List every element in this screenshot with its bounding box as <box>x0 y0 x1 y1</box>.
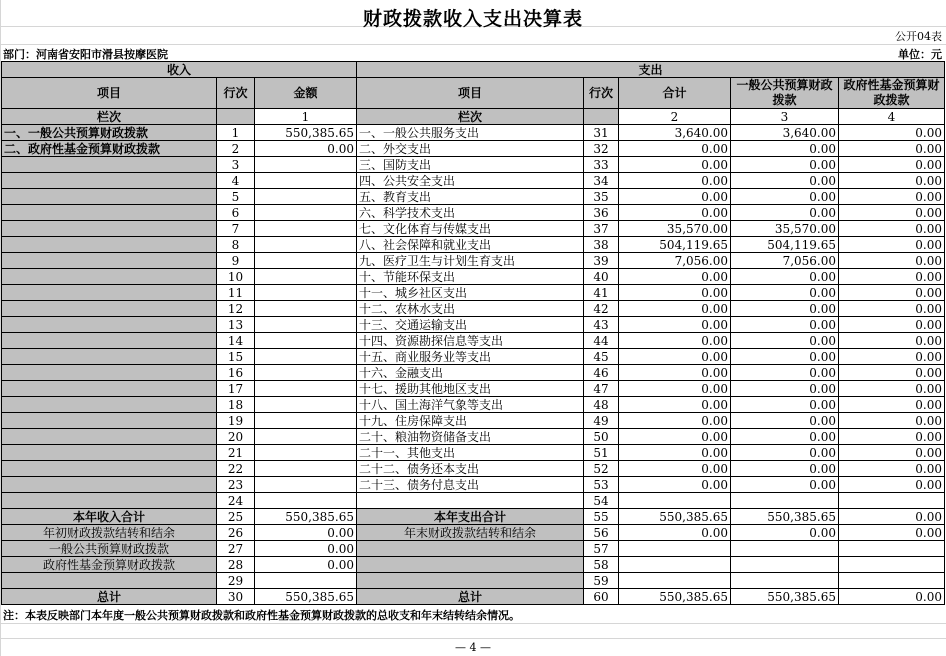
income-item-cell <box>2 413 217 429</box>
total-cell: 0.00 <box>619 429 731 445</box>
col-empty <box>217 109 255 125</box>
fund-budget-cell: 0.00 <box>839 125 945 141</box>
income-line-cell: 2 <box>217 141 255 157</box>
fund-budget-cell: 0.00 <box>839 525 945 541</box>
income-amount-cell <box>255 301 357 317</box>
general-budget-cell: 0.00 <box>731 445 839 461</box>
income-line-cell: 21 <box>217 445 255 461</box>
income-line-cell: 3 <box>217 157 255 173</box>
expense-item-cell: 九、医疗卫生与计划生育支出 <box>357 253 584 269</box>
income-amount-cell <box>255 397 357 413</box>
expense-item-cell: 十九、住房保障支出 <box>357 413 584 429</box>
income-amount-cell <box>255 445 357 461</box>
general-budget-cell: 0.00 <box>731 397 839 413</box>
income-item-cell <box>2 365 217 381</box>
expense-item-cell: 三、国防支出 <box>357 157 584 173</box>
table-row <box>2 125 945 141</box>
total-cell: 0.00 <box>619 461 731 477</box>
income-line-cell: 20 <box>217 429 255 445</box>
fund-budget-cell: 0.00 <box>839 381 945 397</box>
col-empty <box>584 109 619 125</box>
income-line-cell: 7 <box>217 221 255 237</box>
fund-budget-cell: 0.00 <box>839 205 945 221</box>
expense-line-cell: 36 <box>584 205 619 221</box>
income-line-cell: 22 <box>217 461 255 477</box>
fund-budget-cell: 0.00 <box>839 365 945 381</box>
total-cell: 0.00 <box>619 365 731 381</box>
table-row <box>2 493 945 509</box>
general-budget-cell: 0.00 <box>731 205 839 221</box>
expense-line-cell: 42 <box>584 301 619 317</box>
income-item-cell <box>2 237 217 253</box>
income-item-cell <box>2 493 217 509</box>
income-line-cell: 15 <box>217 349 255 365</box>
fund-budget-header: 政府性基金预算财政拨款 <box>839 78 945 109</box>
general-budget-cell: 0.00 <box>731 365 839 381</box>
general-budget-cell <box>731 493 839 509</box>
expense-item-cell: 十五、商业服务业等支出 <box>357 349 584 365</box>
expense-item-cell: 二十、粮油物资储备支出 <box>357 429 584 445</box>
fund-budget-cell <box>839 541 945 557</box>
income-summary-item: 总计 <box>2 589 217 605</box>
expense-line-cell: 57 <box>584 541 619 557</box>
fund-budget-cell: 0.00 <box>839 173 945 189</box>
table-row <box>2 253 945 269</box>
income-item-cell <box>2 381 217 397</box>
income-amount-cell <box>255 365 357 381</box>
income-item-cell <box>2 397 217 413</box>
total-cell: 0.00 <box>619 269 731 285</box>
table-row <box>2 269 945 285</box>
unit-label: 单位：元 <box>898 48 942 61</box>
total-cell: 0.00 <box>619 301 731 317</box>
expense-item-cell: 十三、交通运输支出 <box>357 317 584 333</box>
expense-item-cell: 一、一般公共服务支出 <box>357 125 584 141</box>
income-line-cell: 16 <box>217 365 255 381</box>
expense-line-cell: 51 <box>584 445 619 461</box>
income-summary-item: 政府性基金预算财政拨款 <box>2 557 217 573</box>
income-line-cell: 12 <box>217 301 255 317</box>
table-row <box>2 445 945 461</box>
income-item-cell <box>2 221 217 237</box>
expense-item-cell: 二、外交支出 <box>357 141 584 157</box>
col-number: 2 <box>619 109 731 125</box>
expense-line-cell: 60 <box>584 589 619 605</box>
total-cell: 0.00 <box>619 173 731 189</box>
income-item-cell <box>2 157 217 173</box>
income-item-cell <box>2 285 217 301</box>
total-cell <box>619 493 731 509</box>
expense-item-cell: 十六、金融支出 <box>357 365 584 381</box>
income-item-cell <box>2 477 217 493</box>
expense-line-cell: 59 <box>584 573 619 589</box>
table-row <box>2 221 945 237</box>
expense-line-cell: 32 <box>584 141 619 157</box>
total-cell: 0.00 <box>619 205 731 221</box>
fund-budget-cell: 0.00 <box>839 589 945 605</box>
income-line-cell: 28 <box>217 557 255 573</box>
income-summary-item: 本年收入合计 <box>2 509 217 525</box>
general-budget-cell: 7,056.00 <box>731 253 839 269</box>
expense-line-cell: 53 <box>584 477 619 493</box>
income-amount-cell <box>255 157 357 173</box>
general-budget-cell <box>731 573 839 589</box>
table-row <box>2 365 945 381</box>
income-amount-cell <box>255 333 357 349</box>
income-line-cell: 1 <box>217 125 255 141</box>
income-item-cell <box>2 333 217 349</box>
total-cell: 35,570.00 <box>619 221 731 237</box>
expense-item-cell: 六、科学技术支出 <box>357 205 584 221</box>
income-amount-cell: 0.00 <box>255 557 357 573</box>
general-budget-cell: 0.00 <box>731 189 839 205</box>
expense-item-cell: 二十一、其他支出 <box>357 445 584 461</box>
general-budget-cell: 0.00 <box>731 525 839 541</box>
income-summary-item: 一般公共预算财政拨款 <box>2 541 217 557</box>
income-item-cell: 一、一般公共预算财政拨款 <box>2 125 217 141</box>
income-amount-cell <box>255 189 357 205</box>
income-item-cell <box>2 349 217 365</box>
income-amount-cell <box>255 237 357 253</box>
summary-row <box>2 573 945 589</box>
fund-budget-cell: 0.00 <box>839 397 945 413</box>
income-line-cell: 18 <box>217 397 255 413</box>
total-cell: 0.00 <box>619 477 731 493</box>
income-line-cell: 6 <box>217 205 255 221</box>
general-budget-cell: 550,385.65 <box>731 509 839 525</box>
fund-budget-cell: 0.00 <box>839 301 945 317</box>
income-amount-cell <box>255 493 357 509</box>
income-amount-cell <box>255 573 357 589</box>
expense-line-header: 行次 <box>584 78 619 109</box>
summary-row <box>2 541 945 557</box>
fund-budget-cell: 0.00 <box>839 221 945 237</box>
total-cell: 0.00 <box>619 525 731 541</box>
expense-line-cell: 50 <box>584 429 619 445</box>
general-budget-cell: 0.00 <box>731 285 839 301</box>
income-line-cell: 10 <box>217 269 255 285</box>
income-line-cell: 4 <box>217 173 255 189</box>
fund-budget-cell <box>839 493 945 509</box>
fund-budget-cell <box>839 557 945 573</box>
expense-line-cell: 37 <box>584 221 619 237</box>
expense-item-cell: 十一、城乡社区支出 <box>357 285 584 301</box>
expense-line-cell: 49 <box>584 413 619 429</box>
expense-item-cell: 二十二、债务还本支出 <box>357 461 584 477</box>
income-amount-cell <box>255 269 357 285</box>
footnote: 注：本表反映部门本年度一般公共预算财政拨款和政府性基金预算财政拨款的总收支和年末结转结余情况。 <box>3 609 520 622</box>
income-amount-cell <box>255 477 357 493</box>
total-cell: 0.00 <box>619 141 731 157</box>
fund-budget-cell: 0.00 <box>839 317 945 333</box>
general-budget-cell: 0.00 <box>731 333 839 349</box>
table-row <box>2 157 945 173</box>
general-budget-cell: 0.00 <box>731 141 839 157</box>
expense-line-cell: 39 <box>584 253 619 269</box>
expense-item-cell: 五、教育支出 <box>357 189 584 205</box>
expense-header: 支出 <box>357 62 945 78</box>
general-budget-cell: 0.00 <box>731 461 839 477</box>
general-budget-cell: 0.00 <box>731 477 839 493</box>
table-row <box>2 141 945 157</box>
expense-line-cell: 43 <box>584 317 619 333</box>
table-row <box>2 333 945 349</box>
general-budget-cell <box>731 541 839 557</box>
expense-item-cell <box>357 493 584 509</box>
fund-budget-cell: 0.00 <box>839 269 945 285</box>
fund-budget-cell: 0.00 <box>839 477 945 493</box>
total-cell: 0.00 <box>619 189 731 205</box>
income-item-cell <box>2 173 217 189</box>
total-cell: 7,056.00 <box>619 253 731 269</box>
income-line-cell: 25 <box>217 509 255 525</box>
income-item-cell: 二、政府性基金预算财政拨款 <box>2 141 217 157</box>
income-amount-cell <box>255 285 357 301</box>
expense-line-cell: 58 <box>584 557 619 573</box>
income-line-cell: 13 <box>217 317 255 333</box>
fund-budget-cell: 0.00 <box>839 333 945 349</box>
total-cell: 0.00 <box>619 333 731 349</box>
income-item-header: 项目 <box>2 78 217 109</box>
table-row <box>2 429 945 445</box>
expense-line-cell: 54 <box>584 493 619 509</box>
table-row <box>2 317 945 333</box>
income-amount-cell: 0.00 <box>255 525 357 541</box>
fund-budget-cell: 0.00 <box>839 237 945 253</box>
income-amount-cell: 550,385.65 <box>255 589 357 605</box>
fund-budget-cell: 0.00 <box>839 157 945 173</box>
income-item-cell <box>2 205 217 221</box>
income-item-cell <box>2 301 217 317</box>
general-budget-cell <box>731 557 839 573</box>
income-line-cell: 14 <box>217 333 255 349</box>
fund-budget-cell: 0.00 <box>839 445 945 461</box>
summary-row <box>2 557 945 573</box>
col-number: 3 <box>731 109 839 125</box>
income-amount-cell <box>255 205 357 221</box>
total-cell <box>619 573 731 589</box>
general-budget-cell: 0.00 <box>731 381 839 397</box>
expense-summary-item: 本年支出合计 <box>357 509 584 525</box>
income-item-cell <box>2 445 217 461</box>
total-cell: 0.00 <box>619 413 731 429</box>
general-budget-cell: 0.00 <box>731 349 839 365</box>
income-item-cell <box>2 317 217 333</box>
expense-line-cell: 40 <box>584 269 619 285</box>
page-number: — 4 — <box>455 641 491 654</box>
total-cell: 0.00 <box>619 397 731 413</box>
income-amount-header: 金额 <box>255 78 357 109</box>
expense-line-cell: 41 <box>584 285 619 301</box>
expense-item-cell: 十、节能环保支出 <box>357 269 584 285</box>
general-budget-cell: 0.00 <box>731 173 839 189</box>
total-cell <box>619 541 731 557</box>
general-budget-cell: 0.00 <box>731 317 839 333</box>
income-summary-item <box>2 573 217 589</box>
total-cell: 0.00 <box>619 349 731 365</box>
expense-summary-item <box>357 573 584 589</box>
general-budget-cell: 504,119.65 <box>731 237 839 253</box>
income-line-header: 行次 <box>217 78 255 109</box>
expense-line-cell: 44 <box>584 333 619 349</box>
table-row <box>2 381 945 397</box>
expense-line-cell: 56 <box>584 525 619 541</box>
fund-budget-cell: 0.00 <box>839 253 945 269</box>
expense-summary-item: 总计 <box>357 589 584 605</box>
fund-budget-cell: 0.00 <box>839 189 945 205</box>
expense-line-cell: 45 <box>584 349 619 365</box>
income-summary-item: 年初财政拨款结转和结余 <box>2 525 217 541</box>
income-amount-cell <box>255 461 357 477</box>
table-row <box>2 413 945 429</box>
total-cell: 550,385.65 <box>619 589 731 605</box>
income-line-cell: 9 <box>217 253 255 269</box>
expense-item-cell: 十四、资源勘探信息等支出 <box>357 333 584 349</box>
table-row <box>2 461 945 477</box>
income-line-cell: 29 <box>217 573 255 589</box>
table-row <box>2 173 945 189</box>
expense-line-cell: 31 <box>584 125 619 141</box>
expense-line-cell: 35 <box>584 189 619 205</box>
col-label: 栏次 <box>2 109 217 125</box>
table-row <box>2 237 945 253</box>
expense-line-cell: 38 <box>584 237 619 253</box>
general-budget-cell: 0.00 <box>731 157 839 173</box>
expense-item-cell: 四、公共安全支出 <box>357 173 584 189</box>
expense-line-cell: 55 <box>584 509 619 525</box>
total-cell: 3,640.00 <box>619 125 731 141</box>
income-line-cell: 8 <box>217 237 255 253</box>
table-row <box>2 477 945 493</box>
general-budget-cell: 0.00 <box>731 269 839 285</box>
table-row <box>2 397 945 413</box>
income-line-cell: 24 <box>217 493 255 509</box>
expense-item-cell: 二十三、债务付息支出 <box>357 477 584 493</box>
page-title: 财政拨款收入支出决算表 <box>362 8 583 30</box>
income-line-cell: 27 <box>217 541 255 557</box>
income-item-cell <box>2 429 217 445</box>
general-budget-cell: 550,385.65 <box>731 589 839 605</box>
general-budget-cell: 0.00 <box>731 413 839 429</box>
gridline <box>0 638 946 639</box>
income-header: 收入 <box>2 62 357 78</box>
income-line-cell: 19 <box>217 413 255 429</box>
summary-row <box>2 525 945 541</box>
gridline <box>0 44 946 45</box>
income-amount-cell <box>255 381 357 397</box>
total-cell: 0.00 <box>619 157 731 173</box>
total-cell: 0.00 <box>619 381 731 397</box>
income-amount-cell: 550,385.65 <box>255 125 357 141</box>
col-label: 栏次 <box>357 109 584 125</box>
col-number: 1 <box>255 109 357 125</box>
income-item-cell <box>2 189 217 205</box>
gridline <box>0 623 946 624</box>
fund-budget-cell: 0.00 <box>839 285 945 301</box>
expense-item-cell: 七、文化体育与传媒支出 <box>357 221 584 237</box>
income-amount-cell: 550,385.65 <box>255 509 357 525</box>
fund-budget-cell: 0.00 <box>839 349 945 365</box>
income-line-cell: 17 <box>217 381 255 397</box>
summary-row <box>2 509 945 525</box>
department-label: 部门：河南省安阳市滑县按摩医院 <box>3 48 168 61</box>
expense-item-cell: 十七、援助其他地区支出 <box>357 381 584 397</box>
total-cell: 0.00 <box>619 285 731 301</box>
income-item-cell <box>2 461 217 477</box>
finance-table <box>1 61 945 605</box>
general-budget-cell: 0.00 <box>731 429 839 445</box>
total-header: 合计 <box>619 78 731 109</box>
table-row <box>2 285 945 301</box>
form-code: 公开04表 <box>895 30 942 43</box>
col-number: 4 <box>839 109 945 125</box>
expense-item-cell: 十八、国土海洋气象等支出 <box>357 397 584 413</box>
income-amount-cell <box>255 173 357 189</box>
income-line-cell: 30 <box>217 589 255 605</box>
income-amount-cell <box>255 349 357 365</box>
income-amount-cell <box>255 221 357 237</box>
total-cell: 550,385.65 <box>619 509 731 525</box>
expense-summary-item <box>357 557 584 573</box>
table-row <box>2 301 945 317</box>
income-line-cell: 23 <box>217 477 255 493</box>
expense-line-cell: 46 <box>584 365 619 381</box>
general-budget-cell: 35,570.00 <box>731 221 839 237</box>
expense-summary-item: 年末财政拨款结转和结余 <box>357 525 584 541</box>
income-amount-cell <box>255 429 357 445</box>
total-cell <box>619 557 731 573</box>
table-row <box>2 349 945 365</box>
income-amount-cell: 0.00 <box>255 141 357 157</box>
fund-budget-cell: 0.00 <box>839 429 945 445</box>
table-row <box>2 205 945 221</box>
expense-summary-item <box>357 541 584 557</box>
income-amount-cell: 0.00 <box>255 541 357 557</box>
fund-budget-cell: 0.00 <box>839 141 945 157</box>
general-budget-cell: 3,640.00 <box>731 125 839 141</box>
fund-budget-cell: 0.00 <box>839 509 945 525</box>
expense-line-cell: 34 <box>584 173 619 189</box>
income-amount-cell <box>255 413 357 429</box>
expense-item-cell: 十二、农林水支出 <box>357 301 584 317</box>
total-cell: 0.00 <box>619 445 731 461</box>
income-item-cell <box>2 269 217 285</box>
income-amount-cell <box>255 253 357 269</box>
fund-budget-cell: 0.00 <box>839 413 945 429</box>
expense-item-header: 项目 <box>357 78 584 109</box>
income-line-cell: 5 <box>217 189 255 205</box>
fund-budget-cell: 0.00 <box>839 461 945 477</box>
table-row <box>2 189 945 205</box>
expense-line-cell: 33 <box>584 157 619 173</box>
expense-item-cell: 八、社会保障和就业支出 <box>357 237 584 253</box>
general-budget-cell: 0.00 <box>731 301 839 317</box>
income-line-cell: 26 <box>217 525 255 541</box>
expense-line-cell: 52 <box>584 461 619 477</box>
income-item-cell <box>2 253 217 269</box>
expense-line-cell: 48 <box>584 397 619 413</box>
total-cell: 0.00 <box>619 317 731 333</box>
income-line-cell: 11 <box>217 285 255 301</box>
general-budget-header: 一般公共预算财政拨款 <box>731 78 839 109</box>
fund-budget-cell <box>839 573 945 589</box>
income-amount-cell <box>255 317 357 333</box>
expense-line-cell: 47 <box>584 381 619 397</box>
total-cell: 504,119.65 <box>619 237 731 253</box>
summary-row <box>2 589 945 605</box>
